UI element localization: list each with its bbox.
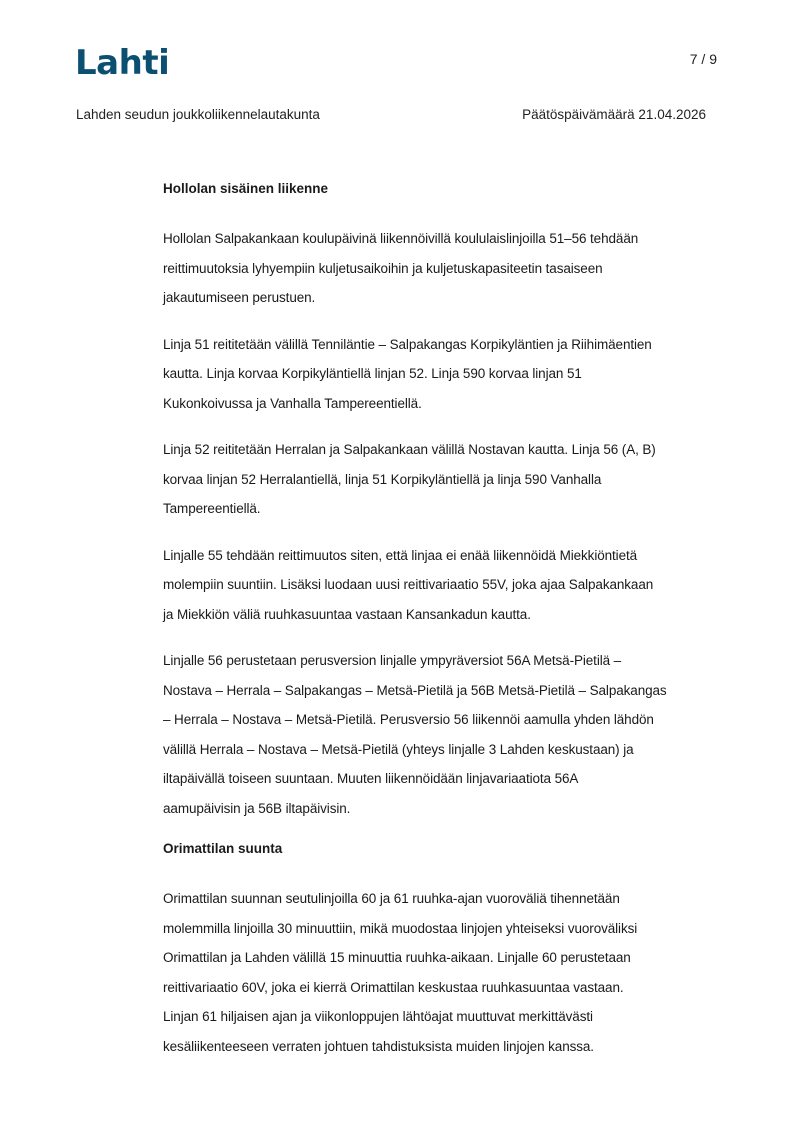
text-line: Hollolan Salpakankaan koulupäivinä liikennöivillä koululaislinjoilla 51–56 tehdään: [163, 231, 639, 246]
text-line: Linja 52 reititetään Herralan ja Salpakankaan välillä Nostavan kautta. Linja 56 (A, B): [163, 442, 656, 457]
page-number: 7 / 9: [689, 51, 717, 67]
text-line: aamupäivisin ja 56B iltapäivisin.: [163, 800, 351, 816]
paragraph: [163, 884, 723, 1061]
paragraph: [163, 330, 723, 419]
text-line: kautta. Linja korvaa Korpikyläntiellä linjan 52. Linja 590 korvaa linjan 51: [163, 366, 582, 381]
section-heading: Hollolan sisäinen liikenne: [163, 181, 329, 196]
text-line: molempiin suuntiin. Lisäksi luodaan uusi reittivariaatio 55V, joka ajaa Salpakankaan: [163, 577, 654, 592]
text-line: Orimattilan ja Lahden välillä 15 minuuttia ruuhka-aikaan. Linjalle 60 perustetaan: [163, 950, 631, 965]
text-line: reittimuutoksia lyhyempiin kuljetusaikoihin ja kuljetuskapasiteetin tasaiseen: [163, 260, 603, 276]
text-line: korvaa linjan 52 Herralantiellä, linja 51 Korpikyläntiellä ja linja 590 Vanhalla: [163, 471, 602, 487]
document-body: [163, 180, 723, 1078]
text-line: Linjan 61 hiljaisen ajan ja viikonloppujen lähtöajat muuttuvat merkittävästi: [163, 1009, 593, 1024]
text-line: välillä Herrala – Nostava – Metsä-Pietilä (yhteys linjalle 3 Lahden keskustaan) ja: [163, 741, 634, 757]
text-line: Tampereentiellä.: [163, 501, 261, 516]
paragraph: [163, 541, 723, 630]
organization-name: Lahden seudun joukkoliikennelautakunta: [76, 107, 320, 122]
paragraph: [163, 435, 723, 524]
text-line: – Herrala – Nostava – Metsä-Pietilä. Perusversio 56 liikennöi aamulla yhden lähdön: [163, 712, 654, 727]
text-line: molemmilla linjoilla 30 minuuttiin, mikä muodostaa linjojen yhteiseksi vuoroväliksi: [163, 920, 638, 936]
text-line: reittivariaatio 60V, joka ei kierrä Orimattilan keskustaa ruuhkasuuntaa vastaan.: [163, 979, 624, 995]
text-line: ja Miekkiön väliä ruuhkasuuntaa vastaan Kansankadun kautta.: [163, 606, 531, 622]
text-line: Orimattilan suunnan seutulinjoilla 60 ja 61 ruuhka-ajan vuoroväliä tihennetään: [163, 891, 620, 906]
text-line: Linjalle 55 tehdään reittimuutos siten, että linjaa ei enää liikennöidä Miekkiöntietä: [163, 547, 638, 563]
text-line: Linja 51 reititetään välillä Tenniläntie – Salpakangas Korpikyläntien ja Riihimäentien: [163, 336, 652, 352]
text-line: jakautumiseen perustuen.: [163, 290, 316, 305]
paragraph: [163, 646, 723, 823]
text-line: Linjalle 56 perustetaan perusversion linjalle ympyräversiot 56A Metsä-Pietilä –: [163, 653, 622, 668]
text-line: Nostava – Herrala – Salpakangas – Metsä-Pietilä ja 56B Metsä-Pietilä – Salpakangas: [163, 682, 667, 698]
paragraph: [163, 224, 723, 313]
text-line: kesäliikenteeseen verraten johtuen tahdistuksista muiden linjojen kanssa.: [163, 1038, 594, 1054]
text-line: iltapäivällä toiseen suuntaan. Muuten liikennöidään linjavariaatiota 56A: [163, 771, 579, 786]
lahti-logo: Lahti: [75, 43, 170, 83]
section-heading: Orimattilan suunta: [163, 841, 283, 856]
decision-date: Päätöspäivämäärä 21.04.2026: [522, 107, 706, 122]
text-line: Kukonkoivussa ja Vanhalla Tampereentiellä.: [163, 395, 422, 411]
